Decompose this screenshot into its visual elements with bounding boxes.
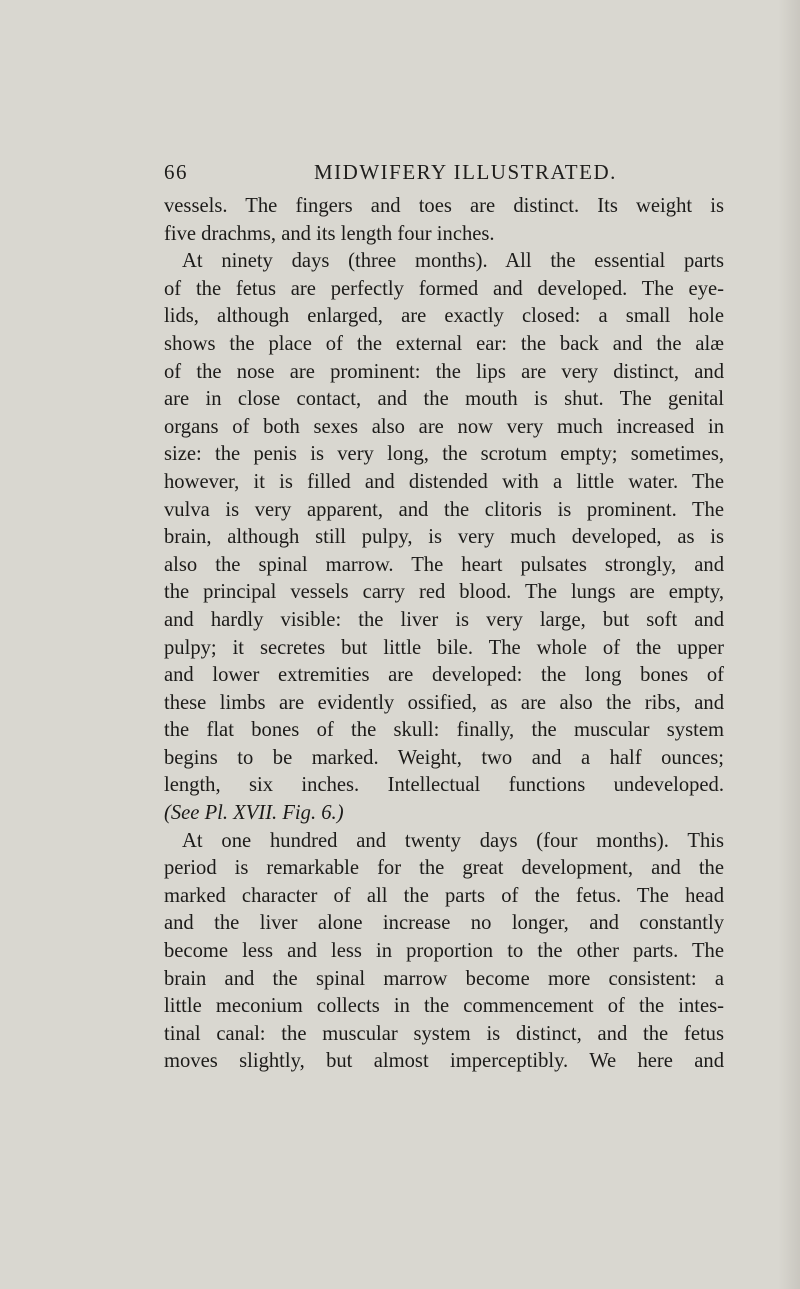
paragraph-start-line: At one hundred and twenty days (four months). This	[182, 829, 724, 852]
text-line: length, six inches. Intellectual functions undeveloped.	[164, 774, 724, 797]
text-line: period is remarkable for the great development, and the	[164, 857, 724, 880]
text-line: and the liver alone increase no longer, and constantly	[164, 912, 724, 935]
text-line: are in close contact, and the mouth is shut. The genital	[164, 388, 724, 411]
plate-reference: (See Pl. XVII. Fig. 6.)	[164, 802, 344, 825]
paragraph-start-line: At ninety days (three months). All the essential parts	[182, 250, 724, 273]
text-line: tinal canal: the muscular system is distinct, and the fetus	[164, 1022, 724, 1045]
text-line: marked character of all the parts of the fetus. The head	[164, 884, 724, 907]
text-line: shows the place of the external ear: the back and the alæ	[164, 332, 724, 355]
text-line: size: the penis is very long, the scrotum empty; sometimes,	[164, 443, 724, 466]
text-line: of the fetus are perfectly formed and developed. The eye-	[164, 277, 724, 300]
text-line: become less and less in proportion to the other parts. The	[164, 940, 724, 963]
text-line: organs of both sexes also are now very much increased in	[164, 415, 724, 438]
text-line: brain and the spinal marrow become more consistent: a	[164, 967, 724, 990]
text-line: vulva is very apparent, and the clitoris is prominent. The	[164, 498, 724, 521]
text-line: pulpy; it secretes but little bile. The whole of the upper	[164, 636, 724, 659]
text-line: also the spinal marrow. The heart pulsates strongly, and	[164, 553, 724, 576]
text-line: the principal vessels carry red blood. The lungs are empty,	[164, 581, 724, 604]
text-line: vessels. The fingers and toes are distinct. Its weight is	[164, 195, 724, 217]
text-line: lids, although enlarged, are exactly closed: a small hole	[164, 305, 724, 328]
body-text	[164, 193, 724, 1076]
text-line: moves slightly, but almost imperceptibly. We here and	[164, 1050, 724, 1073]
page-edge-shadow	[778, 0, 800, 1289]
text-line: these limbs are evidently ossified, as are also the ribs, and	[164, 691, 724, 714]
text-line: little meconium collects in the commencement of the intes-	[164, 995, 724, 1018]
text-line: the flat bones of the skull: finally, the muscular system	[164, 719, 724, 742]
text-line: and hardly visible: the liver is very large, but soft and	[164, 608, 724, 631]
text-line: however, it is filled and distended with a little water. The	[164, 470, 724, 493]
page-number: 66	[164, 160, 188, 184]
running-title: MIDWIFERY ILLUSTRATED.	[314, 160, 617, 184]
text-line: and lower extremities are developed: the long bones of	[164, 664, 724, 687]
text-line: five drachms, and its length four inches.	[164, 222, 495, 245]
text-line: begins to be marked. Weight, two and a half ounces;	[164, 746, 724, 769]
text-line: brain, although still pulpy, is very much developed, as is	[164, 526, 724, 549]
text-line: of the nose are prominent: the lips are very distinct, and	[164, 360, 724, 383]
